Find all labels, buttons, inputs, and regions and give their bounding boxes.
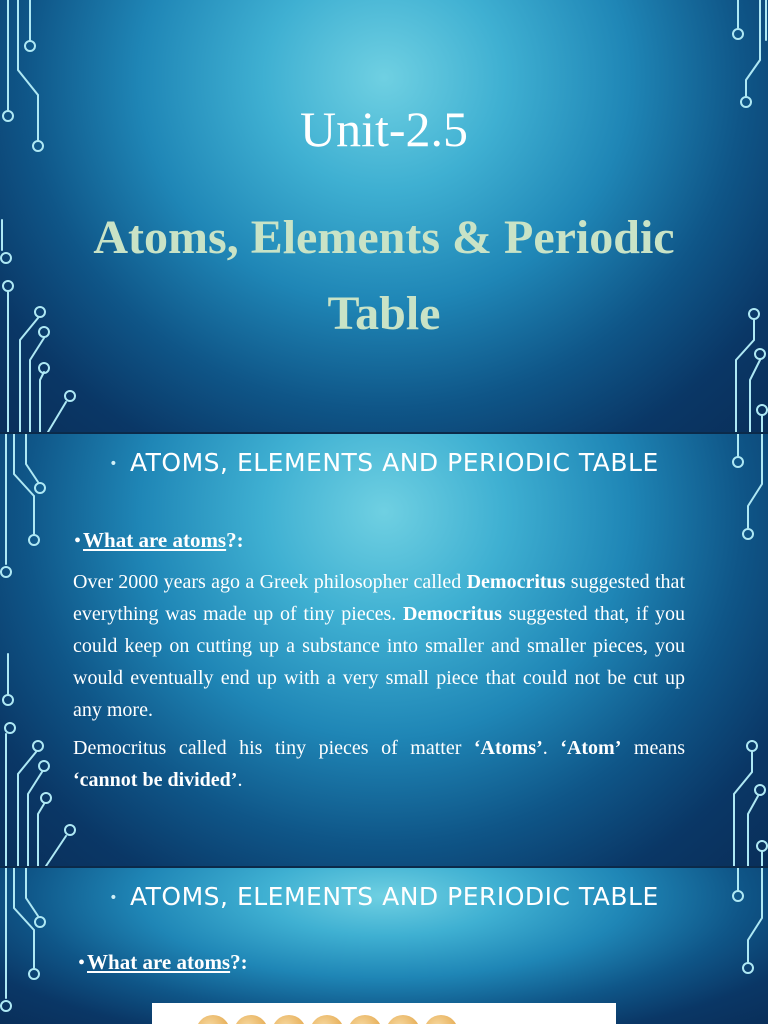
bullet-icon: • [74,530,82,552]
question-bullet: •What are atoms?: [74,528,244,552]
circuit-decoration-right [678,434,768,866]
content-slide-2 [0,868,768,1024]
question-bullet: •What are atoms?: [78,950,248,974]
unit-number: Unit-2.5 [299,101,469,157]
content-slide-1 [0,434,768,866]
body-text [73,566,685,802]
bullet-dot-icon: • [109,456,118,472]
paragraph-2: Democritus called his tiny pieces of matter ‘Atoms’. ‘Atom’ means ‘cannot be divided’. [73,737,686,791]
presentation-title [40,200,728,352]
atom-sphere [234,1015,268,1024]
question-text: What are atoms [83,528,227,552]
atom-sphere [196,1015,230,1024]
title-slide [0,0,768,432]
slide-heading: • ATOMS, ELEMENTS AND PERIODIC TABLE [109,448,659,477]
atoms-illustration [152,1003,616,1024]
paragraph-1: Over 2000 years ago a Greek philosopher called Democritus suggested that everything was made up of tiny pieces. Democritus suggested that, if you could keep on cutting up a substance into smaller and smaller pieces, you would eventually end up with a very small piece that could not be cut up any more. [73,571,685,721]
title-line-2: Table [327,287,441,340]
atom-sphere [272,1015,306,1024]
atom-sphere [424,1015,458,1024]
atom-sphere [348,1015,382,1024]
atom-sphere [386,1015,420,1024]
title-line-1: Atoms, Elements & Periodic [93,211,675,264]
slide-heading: • ATOMS, ELEMENTS AND PERIODIC TABLE [109,882,659,911]
atom-sphere [310,1015,344,1024]
bullet-icon: • [78,952,86,974]
bullet-dot-icon: • [109,890,118,906]
question-text: What are atoms [87,950,231,974]
